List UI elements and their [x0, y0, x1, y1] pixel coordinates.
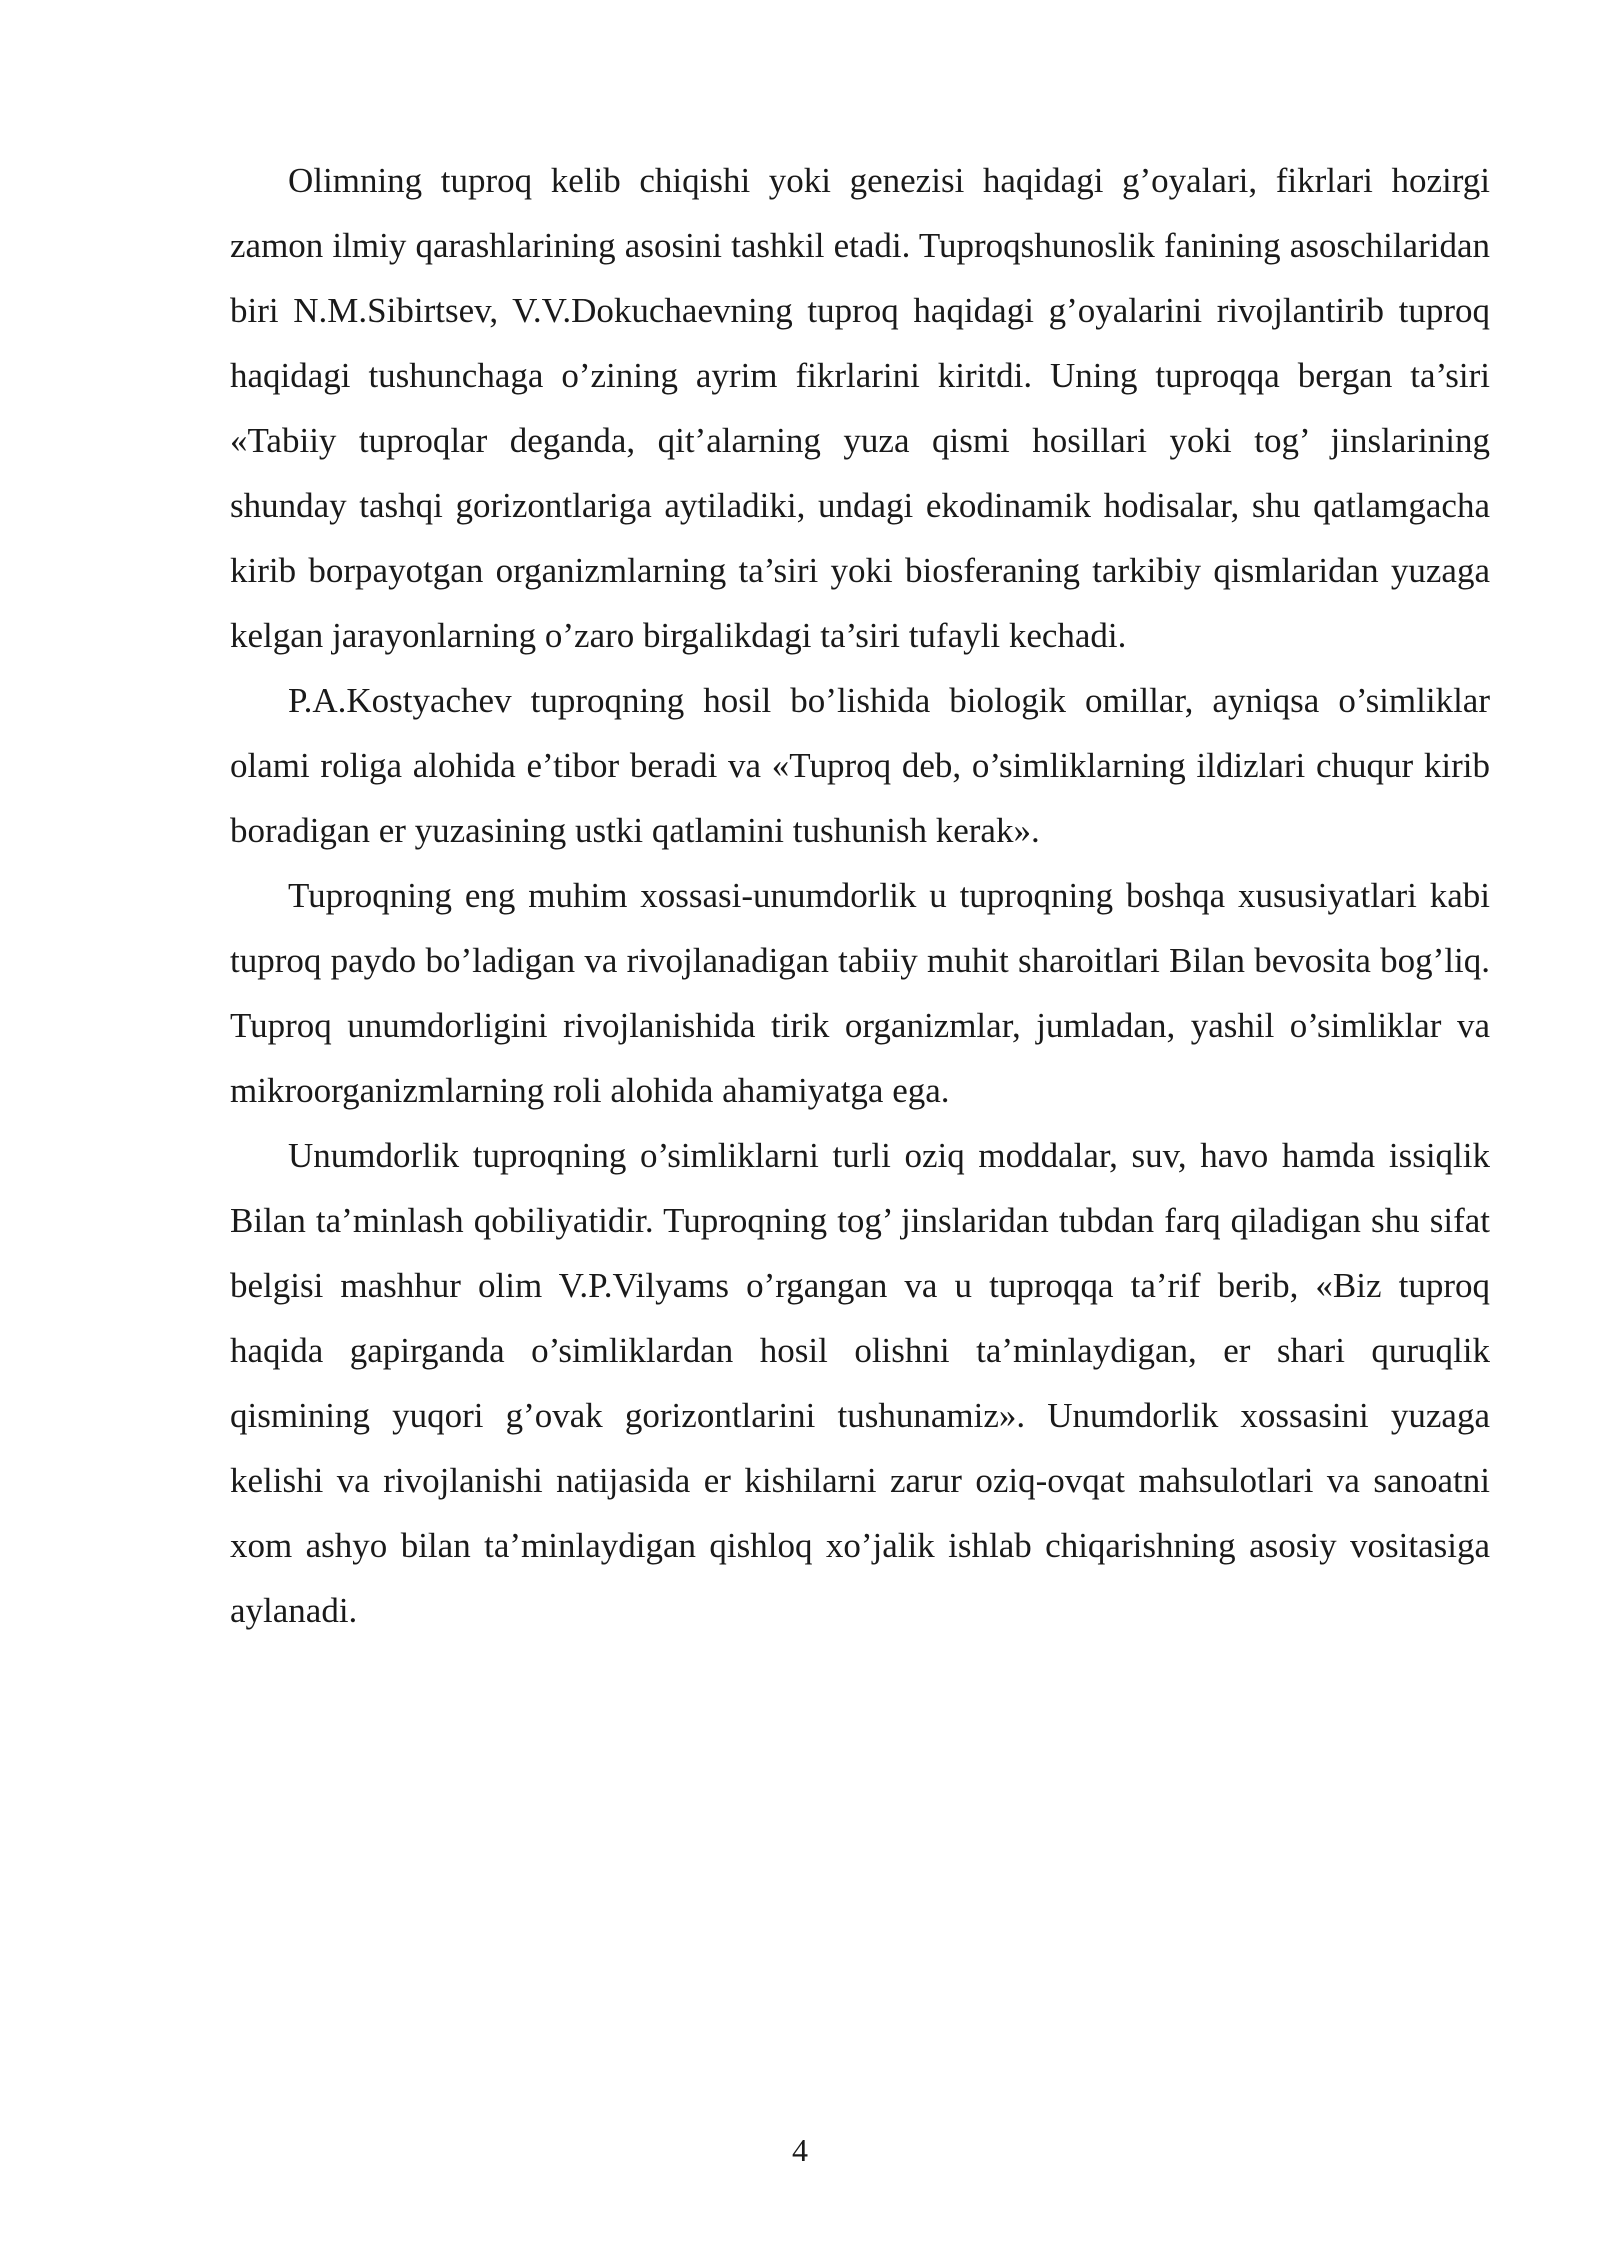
body-text — [230, 148, 1490, 1643]
paragraph: P.A.Kostyachev tuproqning hosil bo’lishida biologik omillar, ayniqsa o’simliklar olami roliga alohida e’tibor beradi va «Tuproq deb, o’simliklarning ildizlari chuqur kirib boradigan er yuzasining ustki qatlamini tushunish kerak». — [230, 681, 1490, 850]
page-number: 4 — [792, 2132, 808, 2168]
paragraph: Tuproqning eng muhim xossasi-unumdorlik u tuproqning boshqa xususiyatlari kabi tuproq paydo bo’ladigan va rivojlanadigan tabiiy muhit sharoitlari Bilan bevosita bog’liq. Tuproq unumdorligini rivojlanishida tirik organizmlar, jumladan, yashil o’simliklar va mikroorganizmlarning roli alohida ahamiyatga ega. — [230, 876, 1490, 1110]
paragraph: Olimning tuproq kelib chiqishi yoki genezisi haqidagi g’oyalari, fikrlari hozirgi zamon ilmiy qarashlarining asosini tashkil etadi. Tuproqshunoslik fanining asoschilaridan biri N.M.Sibirtsev, V.V.Dokuchaevning tuproq haqidagi g’oyalarini rivojlantirib tuproq haqidagi tushunchaga o’zining ayrim fikrlarini kiritdi. Uning tuproqqa bergan ta’siri «Tabiiy tuproqlar deganda, qit’alarning yuza qismi hosillari yoki tog’ jinslarining shunday tashqi gorizontlariga aytiladiki, undagi ekodinamik hodisalar, shu qatlamgacha kirib borpayotgan organizmlarning ta’siri yoki biosferaning tarkibiy qismlaridan yuzaga kelgan jarayonlarning o’zaro birgalikdagi ta’siri tufayli kechadi. — [230, 161, 1490, 655]
paragraph: Unumdorlik tuproqning o’simliklarni turli oziq moddalar, suv, havo hamda issiqlik Bilan ta’minlash qobiliyatidir. Tuproqning tog’ jinslaridan tubdan farq qiladigan shu sifat belgisi mashhur olim V.P.Vilyams o’rgangan va u tuproqqa ta’rif berib, «Biz tuproq haqida gapirganda o’simliklardan hosil olishni ta’minlaydigan, er shari quruqlik qismining yuqori g’ovak gorizontlarini tushunamiz». Unumdorlik xossasini yuzaga kelishi va rivojlanishi natijasida er kishilarni zarur oziq-ovqat mahsulotlari va sanoatni xom ashyo bilan ta’minlaydigan qishloq xo’jalik ishlab chiqarishning asosiy vositasiga aylanadi. — [230, 1136, 1490, 1630]
